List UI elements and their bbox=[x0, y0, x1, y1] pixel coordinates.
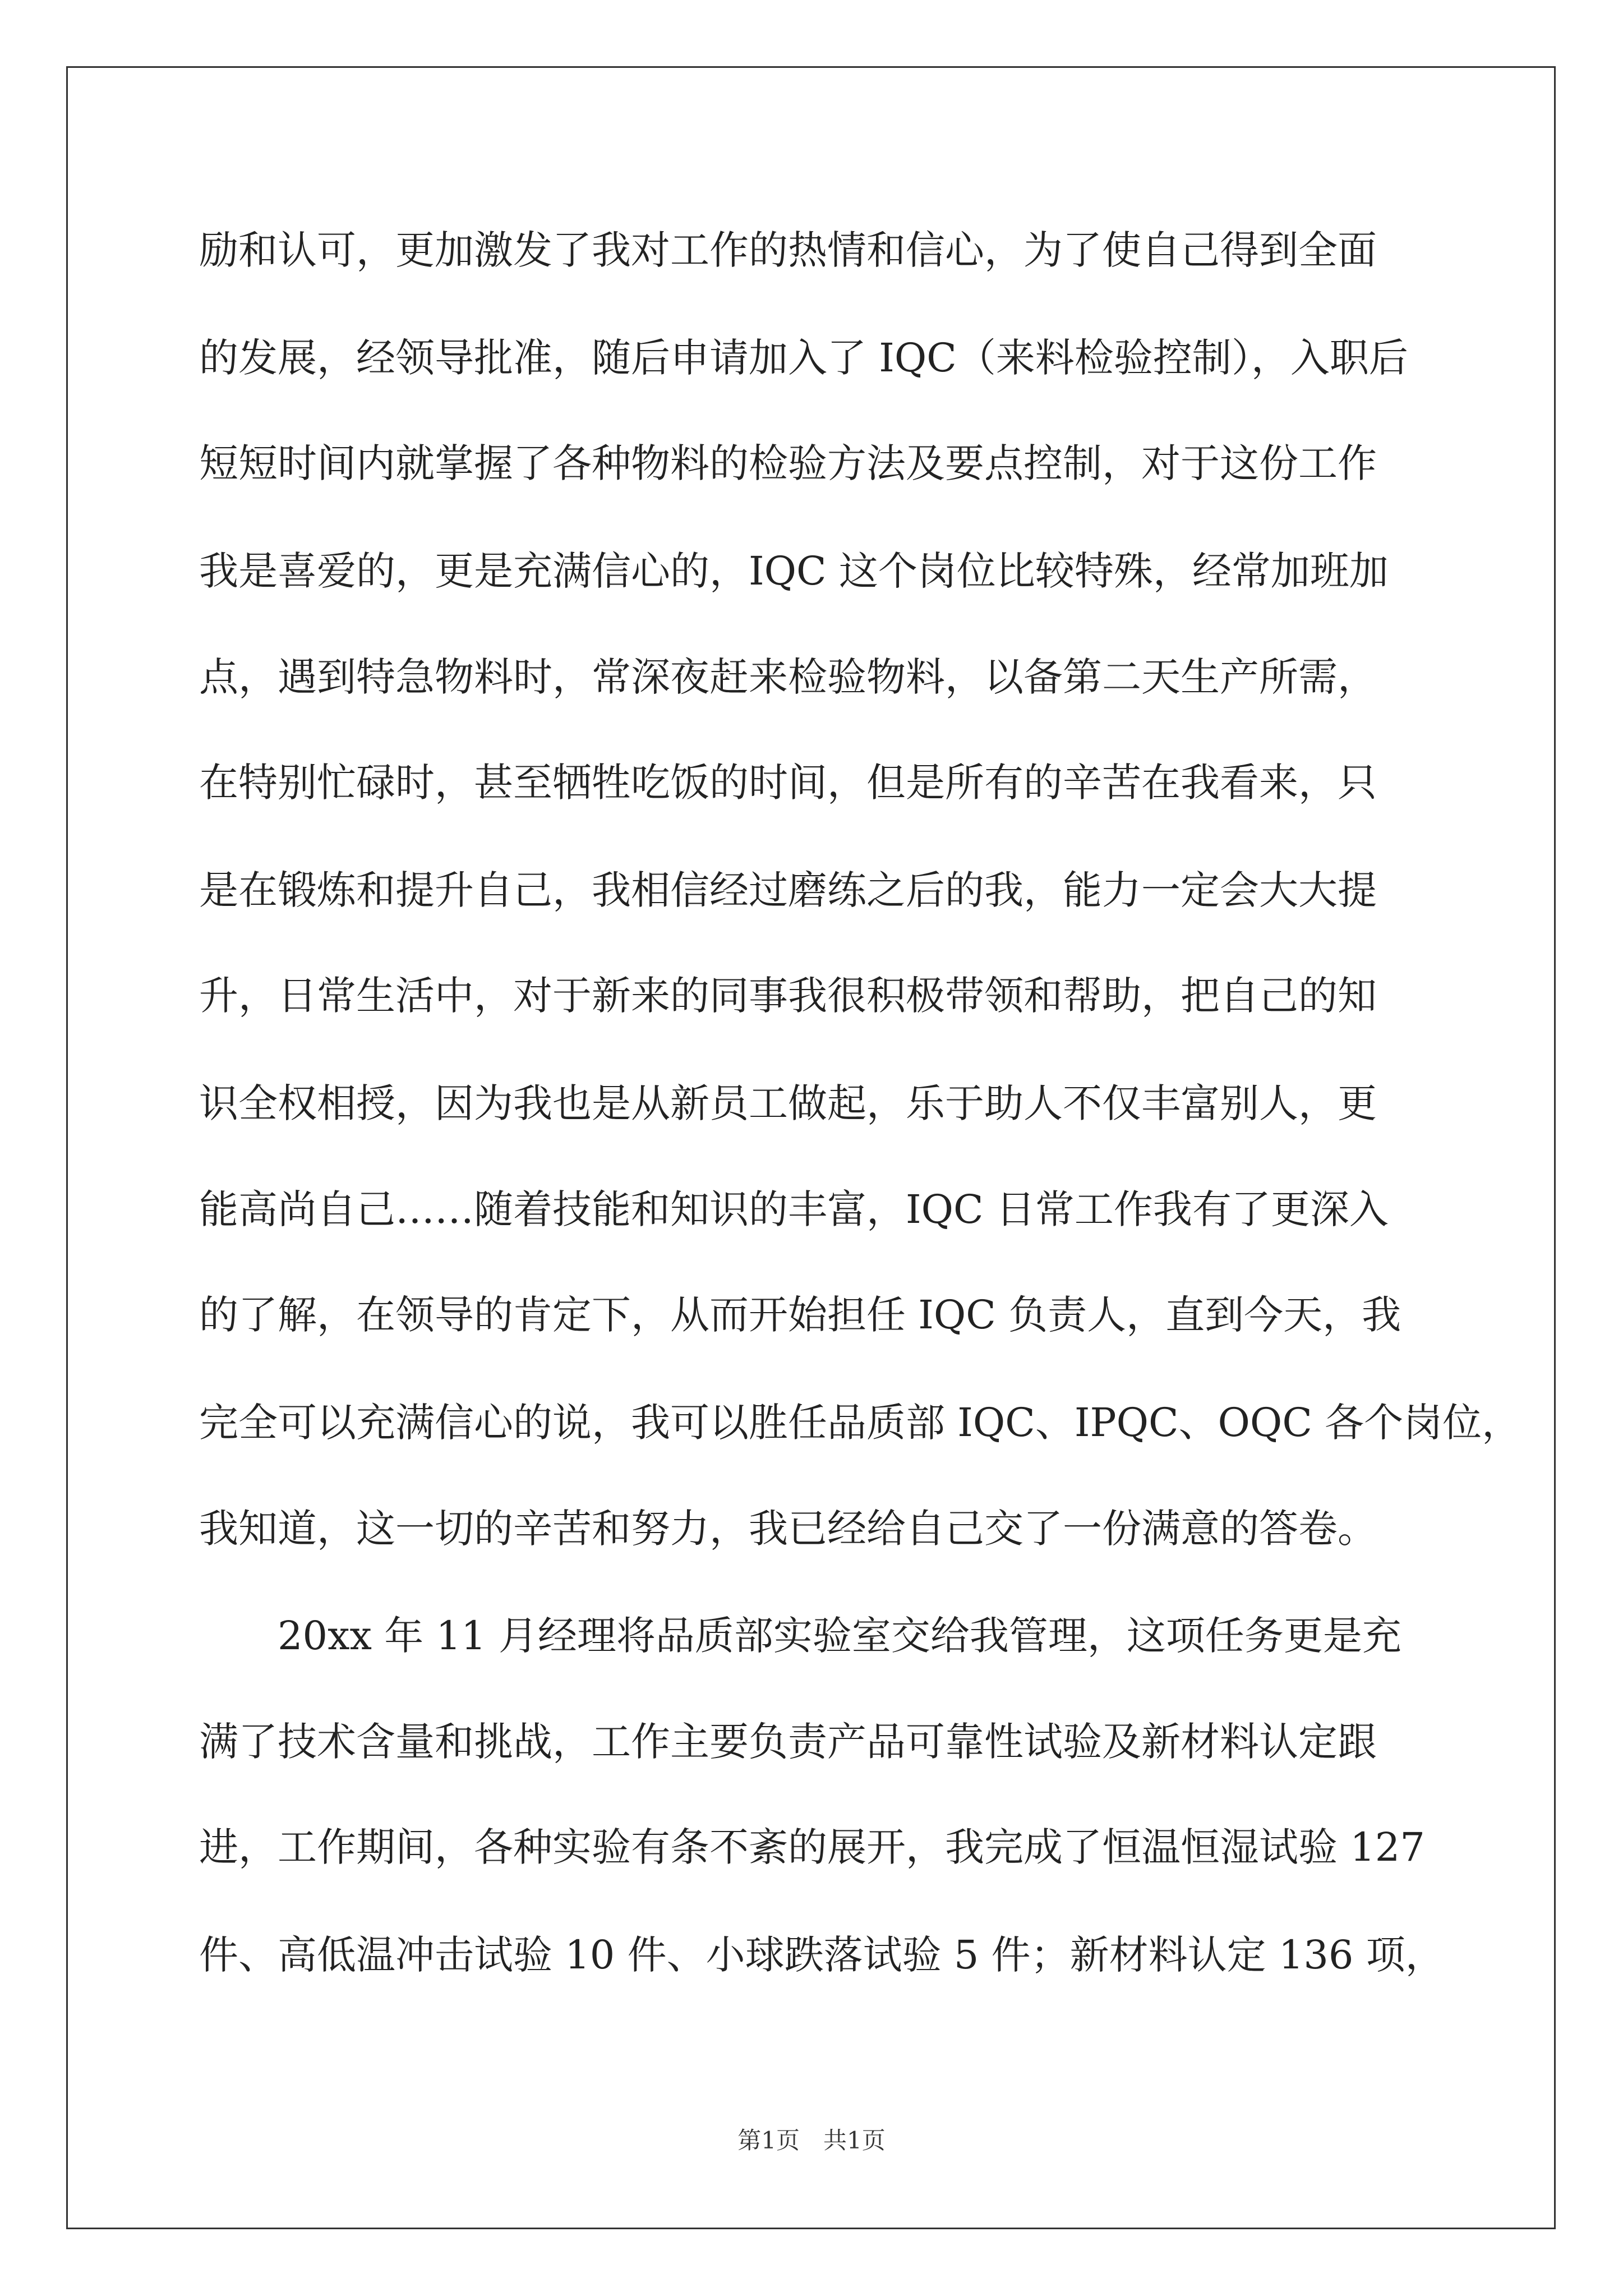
text-line: 能高尚自己……随着技能和知识的丰富，IQC 日常工作我有了更深入 bbox=[199, 1186, 1389, 1232]
text-line: 我知道，这一切的辛苦和努力，我已经给自己交了一份满意的答卷。 bbox=[199, 1506, 1377, 1552]
text-line: 短短时间内就掌握了各种物料的检验方法及要点控制，对于这份工作 bbox=[199, 440, 1377, 486]
text-line: 的了解，在领导的肯定下，从而开始担任 IQC 负责人，直到今天，我 bbox=[199, 1292, 1401, 1338]
text-line: 件、高低温冲击试验 10 件、小球跌落试验 5 件；新材料认定 136 项， bbox=[199, 1932, 1445, 1978]
text-line: 我是喜爱的，更是充满信心的，IQC 这个岗位比较特殊，经常加班加 bbox=[199, 548, 1389, 594]
text-line: 的发展，经领导批准，随后申请加入了 IQC（来料检验控制），入职后 bbox=[199, 335, 1408, 381]
text-line: 在特别忙碌时，甚至牺牲吃饭的时间，但是所有的辛苦在我看来，只 bbox=[199, 760, 1377, 806]
text-line: 升，日常生活中，对于新来的同事我很积极带领和帮助，把自己的知 bbox=[199, 973, 1377, 1019]
page-footer: 第1页 共1页 bbox=[737, 2127, 886, 2154]
text-line: 满了技术含量和挑战，工作主要负责产品可靠性试验及新材料认定跟 bbox=[199, 1719, 1377, 1765]
page-border bbox=[66, 66, 1556, 2229]
text-line: 是在锻炼和提升自己，我相信经过磨练之后的我，能力一定会大大提 bbox=[199, 867, 1377, 913]
text-line: 进，工作期间，各种实验有条不紊的展开，我完成了恒温恒湿试验 127 bbox=[199, 1824, 1425, 1870]
text-line: 励和认可，更加激发了我对工作的热情和信心，为了使自己得到全面 bbox=[199, 227, 1377, 273]
text-line: 点，遇到特急物料时，常深夜赶来检验物料，以备第二天生产所需， bbox=[199, 654, 1377, 700]
text-line: 识全权相授，因为我也是从新员工做起，乐于助人不仅丰富别人，更 bbox=[199, 1080, 1377, 1126]
paragraph-first-line: 20xx 年 11 月经理将品质部实验室交给我管理，这项任务更是充 bbox=[278, 1613, 1401, 1659]
text-line: 完全可以充满信心的说，我可以胜任品质部 IQC、IPQC、OQC 各个岗位， bbox=[199, 1400, 1521, 1446]
